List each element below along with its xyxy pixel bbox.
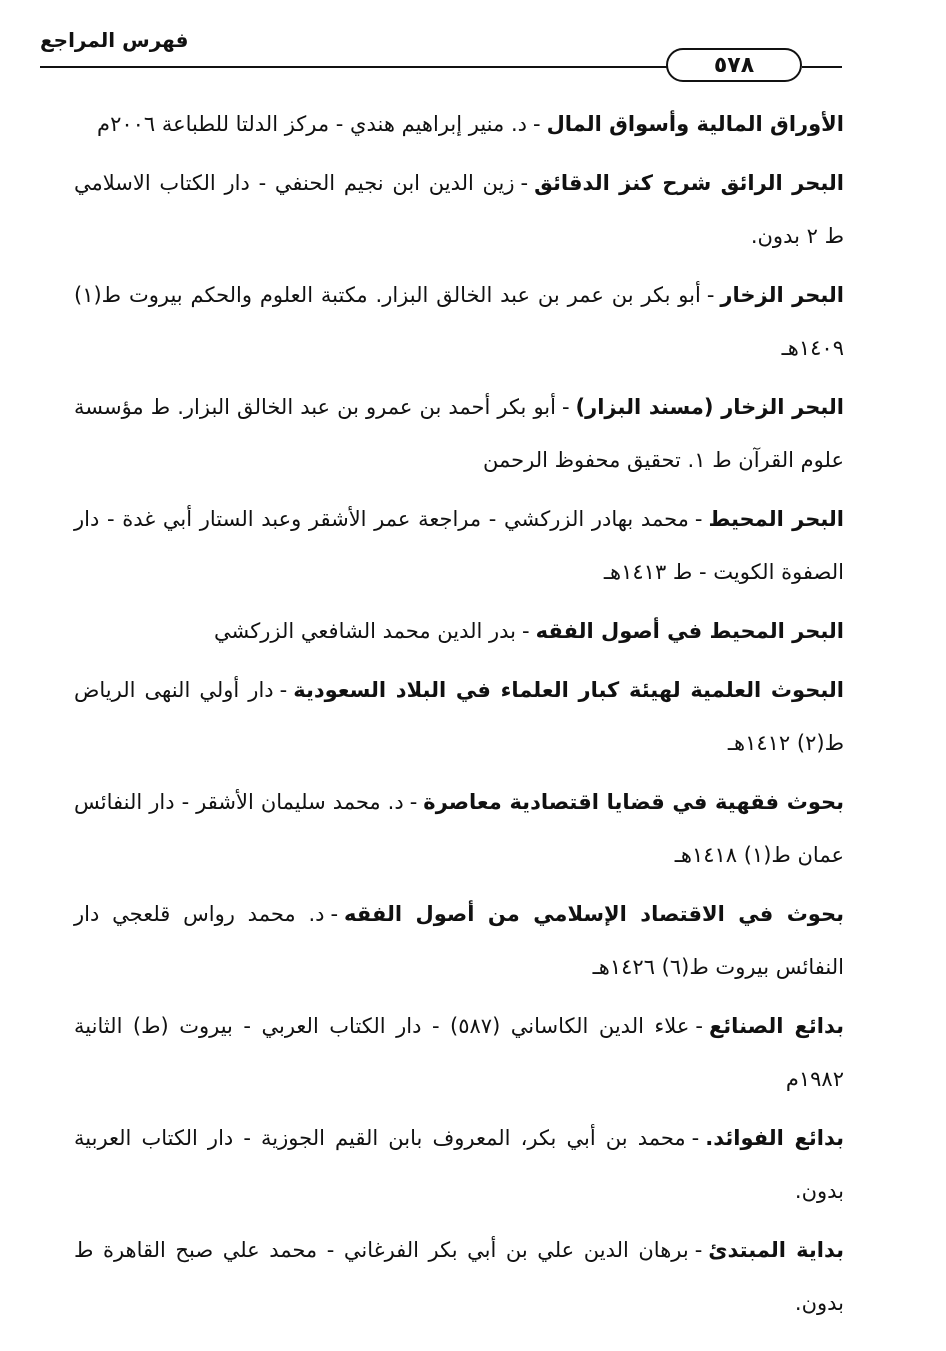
header-rule [40, 66, 668, 68]
entry-details: برهان الدين علي بن أبي بكر الفرغاني - محمد علي صبح القاهرة ط بدون. [74, 1238, 844, 1315]
entry-title: الأوراق المالية وأسواق المال [546, 112, 844, 136]
entry-title: بدائع الصنائع [708, 1014, 844, 1038]
entry-details: د. منير إبراهيم هندي - مركز الدلتا للطباعة ٢٠٠٦م [97, 112, 527, 136]
entry-separator: - [695, 1014, 703, 1038]
entry-title: بداية المبتدئ [708, 1238, 844, 1262]
entry-title: بدائع الفوائد. [705, 1126, 844, 1150]
entry-details: بدر الدين محمد الشافعي الزركشي [214, 619, 517, 643]
entry-separator: - [532, 112, 541, 136]
reference-entry [74, 1000, 844, 1106]
entry-title: البحر المحيط [708, 507, 844, 531]
running-title: فهرس المراجع [40, 28, 189, 52]
entry-separator: - [279, 678, 288, 702]
entry-details: محمد بهادر الزركشي - مراجعة عمر الأشقر وعبد الستار أبي غدة - دار الصفوة الكويت - ط ١٤١٣هـ [74, 507, 844, 584]
entry-separator: - [694, 507, 703, 531]
entry-separator: - [561, 395, 570, 419]
entry-details: أبو بكر بن عمر بن عبد الخالق البزار. مكتبة العلوم والحكم بيروت ط(١) ١٤٠٩هـ [74, 283, 844, 360]
entry-title: البحر المحيط في أصول الفقه [535, 619, 844, 643]
entry-details: د. محمد سليمان الأشقر - دار النفائس عمان ط(١) ١٤١٨هـ [74, 790, 844, 867]
reference-entry [74, 1224, 844, 1330]
header-rule-right [802, 66, 842, 68]
reference-entry [74, 98, 844, 151]
page-number: ٥٧٨ [666, 48, 802, 82]
entry-title: البحر الزخار (مسند البزار) [575, 395, 844, 419]
entry-title: البحر الزخار [720, 283, 844, 307]
reference-entry [74, 888, 844, 994]
entry-separator: - [694, 1238, 703, 1262]
entry-title: بحوث فقهية في قضايا اقتصادية معاصرة [423, 790, 845, 814]
entry-separator: - [691, 1126, 700, 1150]
reference-entry [74, 776, 844, 882]
entry-title: البحر الرائق شرح كنز الدقائق [534, 171, 844, 195]
entry-separator: - [706, 283, 715, 307]
entry-details: د. محمد رواس قلعجي دار النفائس بيروت ط(٦) ١٤٢٦هـ [74, 902, 844, 979]
reference-entry [74, 381, 844, 487]
references-list [74, 98, 844, 1336]
entry-details: محمد بن أبي بكر، المعروف بابن القيم الجوزية - دار الكتاب العربية بدون. [74, 1126, 844, 1203]
reference-entry [74, 493, 844, 599]
reference-entry [74, 605, 844, 658]
entry-details: علاء الدين الكاساني (٥٨٧) - دار الكتاب العربي - بيروت (ط) الثانية ١٩٨٢م [74, 1014, 844, 1091]
reference-entry [74, 1112, 844, 1218]
entry-separator: - [330, 902, 339, 926]
entry-separator: - [522, 619, 530, 643]
entry-details: دار أولي النهى الرياض ط(٢) ١٤١٢هـ [74, 678, 844, 755]
entry-title: البحوث العلمية لهيئة كبار العلماء في البلاد السعودية [293, 678, 844, 702]
entry-separator: - [409, 790, 418, 814]
entry-title: بحوث في الاقتصاد الإسلامي من أصول الفقه [344, 902, 844, 926]
entry-details: أبو بكر أحمد بن عمرو بن عبد الخالق البزار. ط مؤسسة علوم القرآن ط ١. تحقيق محفوظ الرحمن [74, 395, 844, 472]
reference-entry [74, 157, 844, 263]
reference-entry [74, 269, 844, 375]
reference-entry [74, 664, 844, 770]
entry-separator: - [520, 171, 529, 195]
entry-details: زين الدين ابن نجيم الحنفي - دار الكتاب الاسلامي ط ٢ بدون. [74, 171, 844, 248]
